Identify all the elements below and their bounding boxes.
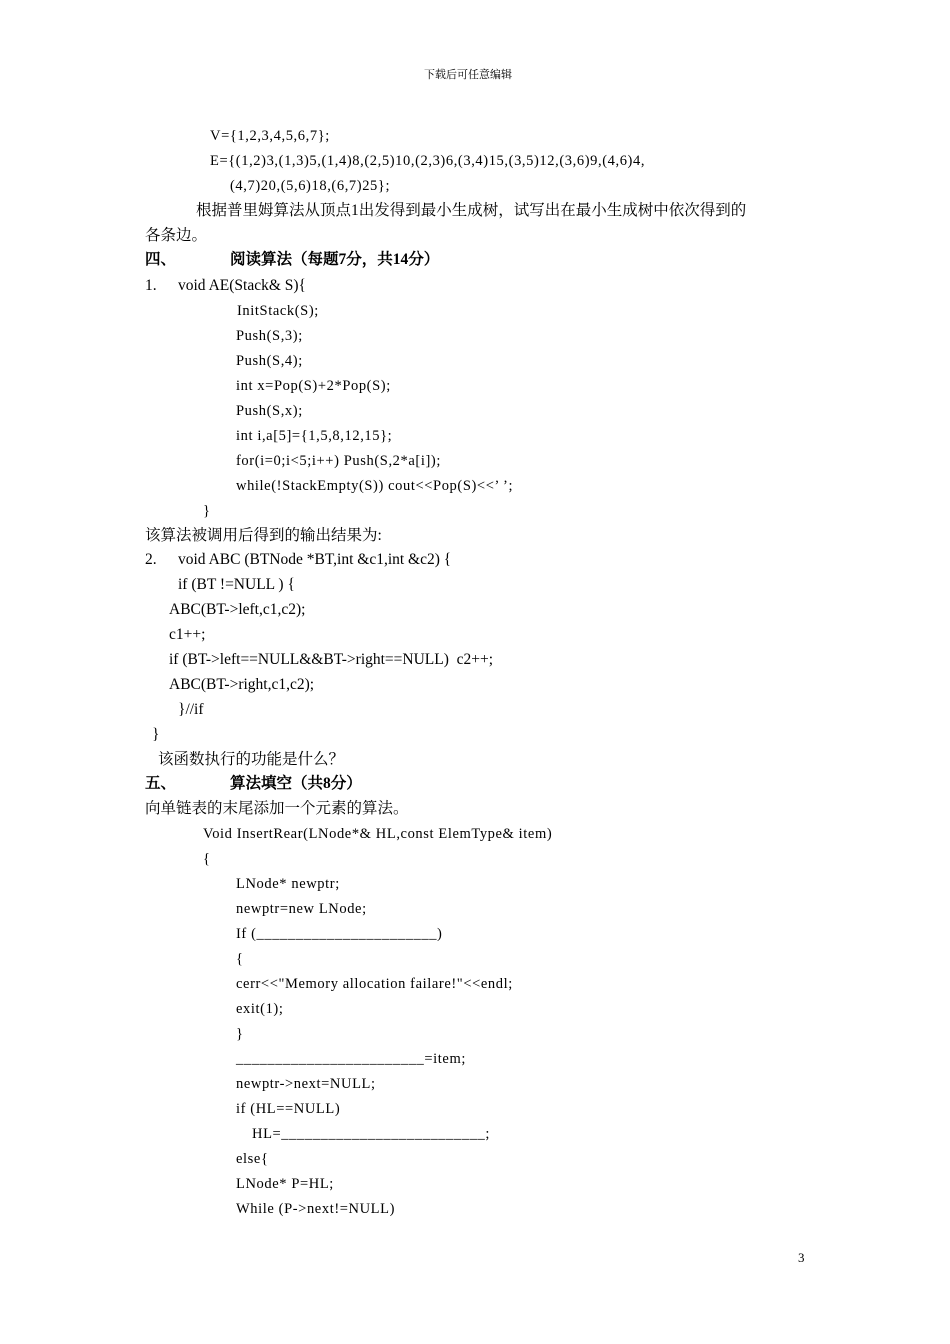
code-line-blank: If (_______________________) [236, 926, 443, 942]
code-line: Push(S,4); [236, 353, 303, 369]
section-title: 阅读算法（每题7分，共14分） [230, 251, 440, 268]
question-text-cont: 各条边。 [145, 227, 208, 244]
item-number: 1. [145, 277, 157, 294]
code-line: }//if [178, 701, 204, 718]
code-line: if (HL==NULL) [236, 1101, 341, 1117]
code-line: ABC(BT->right,c1,c2); [169, 676, 315, 693]
code-line: cerr<<"Memory allocation failare!"<<endl; [236, 976, 513, 992]
code-line: LNode* newptr; [236, 876, 340, 892]
question-text: 该算法被调用后得到的输出结果为: [145, 527, 382, 544]
question-text: 该函数执行的功能是什么？ [158, 751, 345, 768]
code-line: ABC(BT->left,c1,c2); [169, 601, 306, 618]
item-number: 2. [145, 551, 157, 568]
code-line: c1++; [169, 626, 206, 643]
code-line: while(!StackEmpty(S)) cout<<Pop(S)<<’ ’; [236, 478, 514, 494]
code-line: exit(1); [236, 1001, 284, 1017]
code-line: int i,a[5]={1,5,8,12,15}; [236, 428, 393, 444]
section-title: 算法填空（共8分） [230, 775, 362, 792]
code-line: } [152, 726, 160, 743]
code-line-blank: ________________________=item; [236, 1051, 466, 1067]
code-line: for(i=0;i<5;i++) Push(S,2*a[i]); [236, 453, 441, 469]
code-line: LNode* P=HL; [236, 1176, 334, 1192]
page-header: 下载后可任意编辑 [424, 68, 512, 81]
code-line: { [236, 951, 244, 967]
code-line: int x=Pop(S)+2*Pop(S); [236, 378, 391, 394]
code-line: } [236, 1026, 244, 1042]
section-number: 四、 [145, 251, 177, 268]
code-line: } [203, 503, 211, 519]
code-line: { [203, 851, 211, 867]
code-line-blank: HL=__________________________; [252, 1126, 491, 1142]
code-line: void AE(Stack& S){ [178, 277, 306, 294]
section-number: 五、 [145, 775, 177, 792]
code-line: else{ [236, 1151, 269, 1167]
vertex-set-line: V={1,2,3,4,5,6,7}; [210, 128, 330, 144]
code-line: void ABC (BTNode *BT,int &c1,int &c2) { [178, 551, 452, 568]
page-number: 3 [798, 1250, 805, 1265]
code-line: Push(S,x); [236, 403, 303, 419]
code-line: if (BT->left==NULL&&BT->right==NULL) c2++; [169, 651, 494, 668]
code-line: if (BT !=NULL ) { [178, 576, 295, 593]
code-line: Void InsertRear(LNode*& HL,const ElemType& item) [203, 826, 553, 842]
edge-set-line-cont: (4,7)20,(5,6)18,(6,7)25}; [230, 178, 391, 194]
question-text: 向单链表的末尾添加一个元素的算法。 [145, 800, 409, 817]
code-line: newptr=new LNode; [236, 901, 367, 917]
code-line: While (P->next!=NULL) [236, 1201, 396, 1217]
edge-set-line: E={(1,2)3,(1,3)5,(1,4)8,(2,5)10,(2,3)6,(3,4)15,(3,5)12,(3,6)9,(4,6)4, [210, 153, 646, 169]
code-line: newptr->next=NULL; [236, 1076, 376, 1092]
code-line: Push(S,3); [236, 328, 303, 344]
code-line: InitStack(S); [237, 303, 319, 319]
question-text: 根据普里姆算法从顶点1出发得到最小生成树，试写出在最小生成树中依次得到的 [196, 202, 747, 219]
